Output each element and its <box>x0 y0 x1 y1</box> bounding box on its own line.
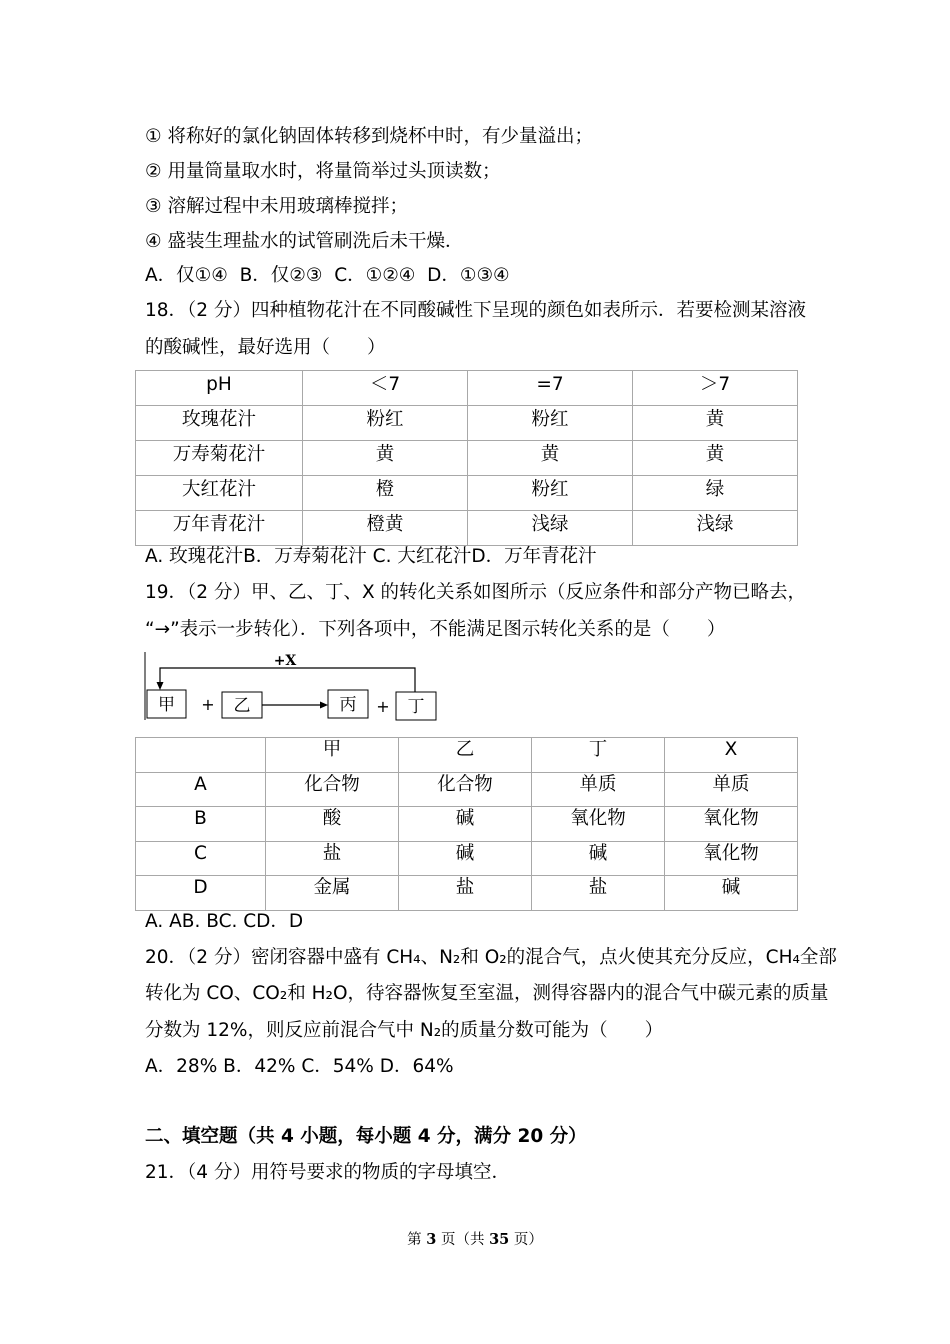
row-label: D <box>136 876 266 911</box>
q17-item-3: ③ 溶解过程中未用玻璃棒搅拌； <box>145 196 408 217</box>
node-label-bing: 丙 <box>339 695 357 715</box>
header-cell-jia: 甲 <box>266 738 399 773</box>
table-cell: 单质 <box>532 772 665 807</box>
reaction-arrowhead-icon <box>320 702 328 709</box>
table-cell: 绿 <box>633 476 798 511</box>
table-row <box>136 841 798 876</box>
table-cell: 浅绿 <box>633 511 798 546</box>
footer-suffix: 页） <box>509 1232 543 1248</box>
q20-stem-line-1: 20．（2 分）密闭容器中盛有 CH₄、N₂和 O₂的混合气，点火使其充分反应，CH₄全部 <box>145 947 837 968</box>
q18-indicator-table <box>135 370 798 546</box>
row-label: B <box>136 807 266 842</box>
header-cell-ding: 丁 <box>532 738 665 773</box>
table-cell: 万寿菊花汁 <box>136 441 303 476</box>
q18-options: A. 玫瑰花汁B．万寿菊花汁 C. 大红花汁D．万年青花汁 <box>145 546 597 567</box>
table-row <box>136 772 798 807</box>
table-cell: 碱 <box>665 876 798 911</box>
header-cell-yi: 乙 <box>399 738 532 773</box>
table-cell: 粉红 <box>303 406 468 441</box>
q19-options-table <box>135 737 798 911</box>
plus-sign-1: + <box>201 695 215 714</box>
table-cell: 万年青花汁 <box>136 511 303 546</box>
q20-options: A．28% B．42% C．54% D．64% <box>145 1056 454 1077</box>
table-row <box>136 476 798 511</box>
table-cell: 盐 <box>399 876 532 911</box>
table-cell: 金属 <box>266 876 399 911</box>
header-cell-acidic: ＜7 <box>303 371 468 406</box>
q17-options: A．仅①④ B．仅②③ C．①②④ D．①③④ <box>145 265 510 286</box>
q19-stem-line-2: “→”表示一步转化）．下列各项中，不能满足图示转化关系的是（ ） <box>145 619 726 640</box>
table-cell: 粉红 <box>468 406 633 441</box>
q17-item-4: ④ 盛装生理盐水的试管刷洗后未干燥． <box>145 231 464 252</box>
table-header-row <box>136 738 798 773</box>
table-cell: 化合物 <box>399 772 532 807</box>
q17-item-1: ① 将称好的氯化钠固体转移到烧杯中时，有少量溢出； <box>145 126 593 147</box>
header-cell-neutral: =7 <box>468 371 633 406</box>
table-cell: 碱 <box>532 841 665 876</box>
table-cell: 单质 <box>665 772 798 807</box>
node-label-ding: 丁 <box>407 697 425 717</box>
table-cell: 化合物 <box>266 772 399 807</box>
node-label-jia: 甲 <box>158 695 175 715</box>
node-label-yi: 乙 <box>233 696 251 716</box>
row-label: C <box>136 841 266 876</box>
table-header-row <box>136 371 798 406</box>
table-cell: 橙黄 <box>303 511 468 546</box>
feedback-arrowhead-icon <box>157 682 164 690</box>
q20-stem-line-2: 转化为 CO、CO₂和 H₂O，待容器恢复至室温，测得容器内的混合气中碳元素的质量 <box>145 983 829 1004</box>
table-cell: 粉红 <box>468 476 633 511</box>
table-cell: 黄 <box>468 441 633 476</box>
table-row <box>136 406 798 441</box>
table-cell: 玫瑰花汁 <box>136 406 303 441</box>
table-row <box>136 441 798 476</box>
table-cell: 盐 <box>266 841 399 876</box>
q20-stem-line-3: 分数为 12%，则反应前混合气中 N₂的质量分数可能为（ ） <box>145 1020 664 1041</box>
current-page-number: 3 <box>426 1231 437 1248</box>
table-cell: 碱 <box>399 841 532 876</box>
q18-stem-line-1: 18．（2 分）四种植物花汁在不同酸碱性下呈现的颜色如表所示．若要检测某溶液 <box>145 300 806 321</box>
q17-item-2: ② 用量筒量取水时，将量筒举过头顶读数； <box>145 161 501 182</box>
total-page-count: 35 <box>489 1231 510 1248</box>
section-2-heading: 二、填空题（共 4 小题，每小题 4 分，满分 20 分） <box>145 1126 587 1147</box>
table-cell: 碱 <box>399 807 532 842</box>
row-label: A <box>136 772 266 807</box>
plus-sign-2: + <box>376 697 390 716</box>
table-cell: 黄 <box>303 441 468 476</box>
feedback-arrow-line <box>160 668 415 692</box>
q19-options: A. AB. BC. CD．D <box>145 911 304 932</box>
footer-middle: 页（共 <box>436 1232 490 1248</box>
header-cell-corner <box>136 738 266 773</box>
table-cell: 大红花汁 <box>136 476 303 511</box>
table-cell: 酸 <box>266 807 399 842</box>
table-cell: 黄 <box>633 441 798 476</box>
header-cell-ph: pH <box>136 371 303 406</box>
footer-prefix: 第 <box>407 1232 427 1248</box>
page-footer <box>0 1228 950 1252</box>
q21-stem: 21．（4 分）用符号要求的物质的字母填空． <box>145 1162 510 1183</box>
table-cell: 橙 <box>303 476 468 511</box>
q19-stem-line-1: 19．（2 分）甲、乙、丁、X 的转化关系如图所示（反应条件和部分产物已略去， <box>145 582 806 603</box>
header-cell-x: X <box>665 738 798 773</box>
header-cell-basic: ＞7 <box>633 371 798 406</box>
table-row <box>136 807 798 842</box>
table-cell: 氧化物 <box>665 807 798 842</box>
q18-stem-line-2: 的酸碱性，最好选用（ ） <box>145 337 386 358</box>
table-cell: 氧化物 <box>665 841 798 876</box>
q19-conversion-diagram <box>140 648 440 724</box>
table-cell: 盐 <box>532 876 665 911</box>
table-cell: 黄 <box>633 406 798 441</box>
reagent-x-label: +X <box>273 653 297 669</box>
table-cell: 浅绿 <box>468 511 633 546</box>
table-cell: 氧化物 <box>532 807 665 842</box>
